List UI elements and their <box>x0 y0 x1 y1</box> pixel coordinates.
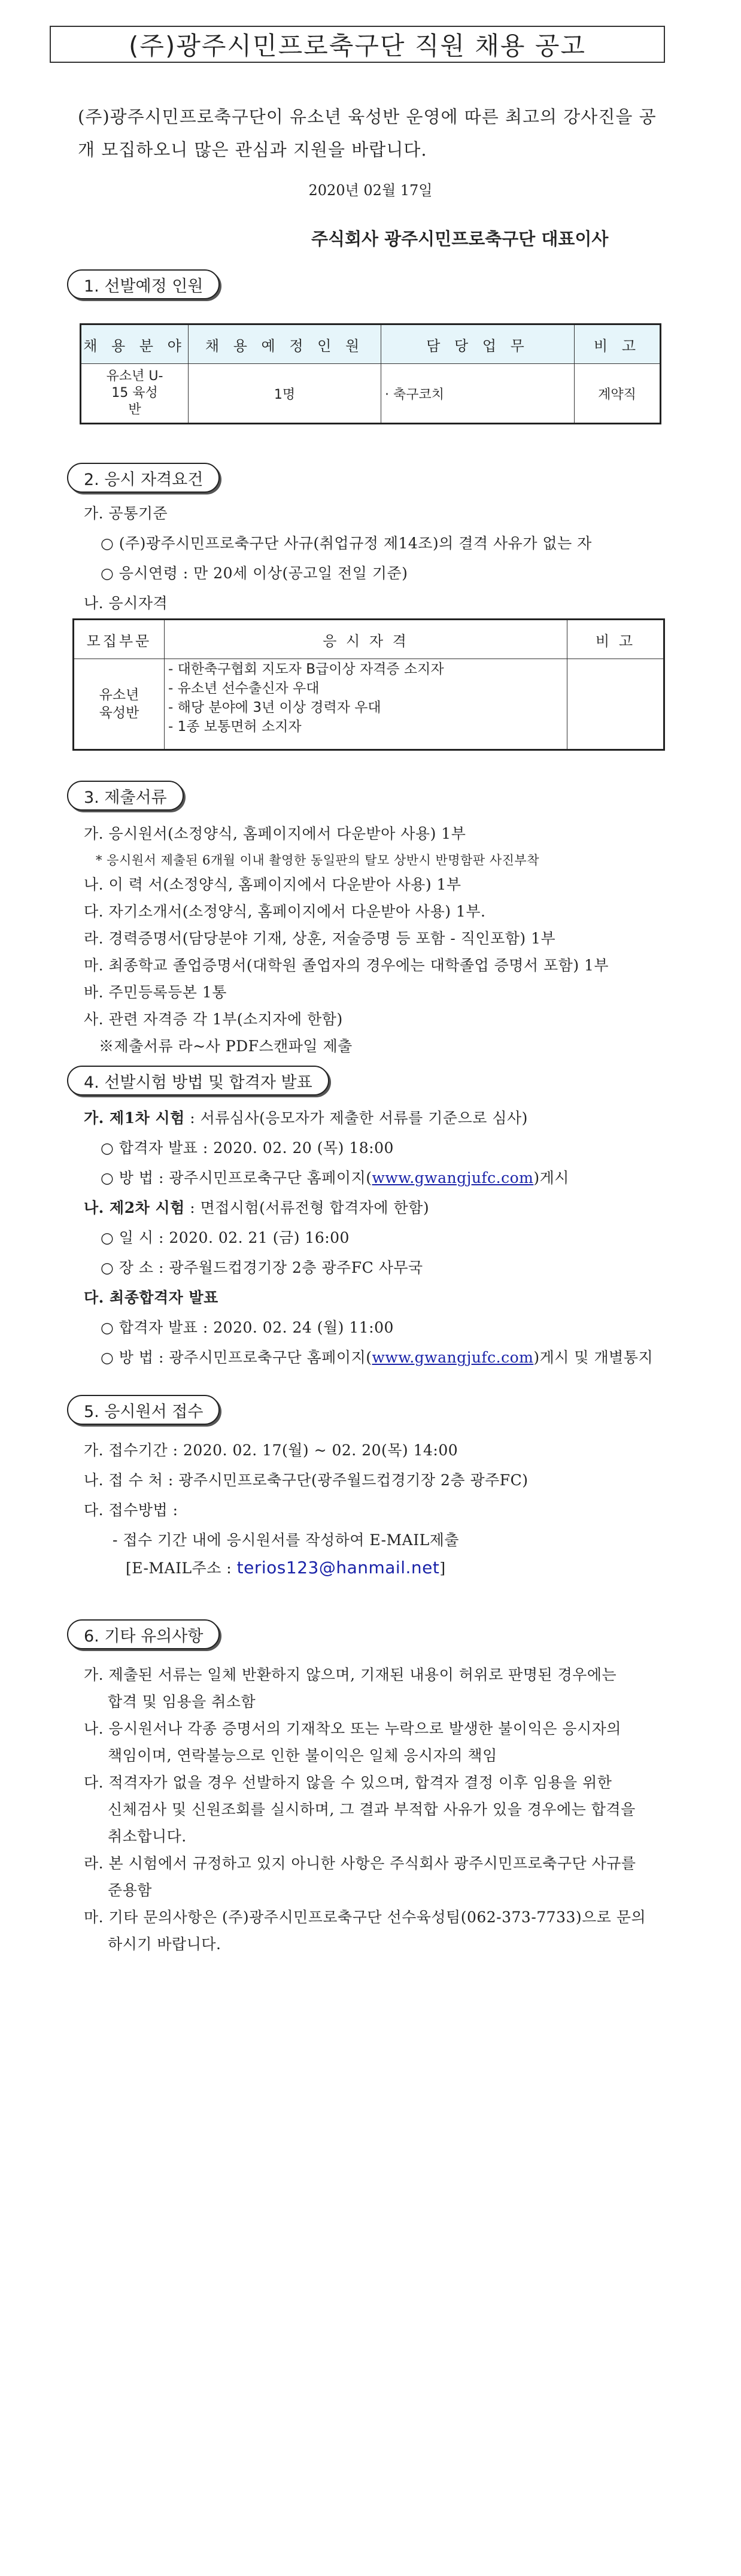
document-item: 마. 최종학교 졸업증명서(대학원 졸업자의 경우에는 대학졸업 증명서 포함) 1부 <box>84 957 609 974</box>
notice-item: 다. 적격자가 없을 경우 선발하지 않을 수 있으며, 합격자 결정 이후 임용을 위한 <box>84 1774 612 1791</box>
notice-item: 가. 제출된 서류는 일체 반환하지 않으며, 기재된 내용이 허위로 판명된 경우에는 <box>84 1666 617 1683</box>
second-exam-item: ○ 장 소 : 광주월드컵경기장 2층 광주FC 사무국 <box>101 1259 423 1276</box>
email-line <box>126 1556 446 1578</box>
section-5-heading: 5. 응시원서 접수 <box>67 1395 220 1425</box>
document-item: 사. 관련 자격증 각 1부(소지자에 한함) <box>84 1011 343 1028</box>
positions-table <box>80 323 661 424</box>
application-place: 나. 접 수 처 : 광주시민프로축구단(광주월드컵경기장 2층 광주FC) <box>84 1471 529 1489</box>
notice-item-cont: 취소합니다. <box>108 1828 187 1845</box>
qualification-label: 나. 응시자격 <box>84 594 168 612</box>
announcement-date: 2020년 02월 17일 <box>308 182 433 199</box>
document-item: 다. 자기소개서(소정양식, 홈페이지에서 다운받아 사용) 1부. <box>84 903 486 920</box>
document-item: 가. 응시원서(소정양식, 홈페이지에서 다운받아 사용) 1부 <box>84 825 466 842</box>
final-result-label: 다. 최종합격자 발표 <box>84 1289 218 1306</box>
notice-item-cont: 신체검사 및 신원조회를 실시하며, 그 결과 부적합 사유가 있을 경우에는 합격을 <box>108 1801 636 1818</box>
field-cell: 유소년 육성반 <box>74 659 165 750</box>
common-criteria-item: ○ (주)광주시민프로축구단 사규(취업규정 제14조)의 결격 사유가 없는 자 <box>101 535 592 552</box>
notice-item: 마. 기타 문의사항은 (주)광주시민프로축구단 선수육성팀(062-373-7733)으로 문의 <box>84 1909 646 1926</box>
table-header-cell: 비 고 <box>575 324 661 364</box>
common-criteria-label: 가. 공통기준 <box>84 505 168 522</box>
document-item: 나. 이 력 서(소정양식, 홈페이지에서 다운받아 사용) 1부 <box>84 876 461 893</box>
notice-item: 라. 본 시험에서 규정하고 있지 아니한 사항은 주식회사 광주시민프로축구단 사규를 <box>84 1855 636 1872</box>
note-cell: 계약직 <box>575 364 661 424</box>
table-header-row <box>74 620 664 659</box>
second-exam-label: 나. 제2차 시험 <box>84 1199 185 1216</box>
qualification-cell <box>165 659 567 750</box>
application-method-label: 다. 접수방법 : <box>84 1501 178 1519</box>
table-header-cell: 담 당 업 무 <box>381 324 575 364</box>
table-header-row <box>81 324 661 364</box>
page-title: (주)광주시민프로축구단 직원 채용 공고 <box>50 26 665 63</box>
table-header-cell: 모집부문 <box>74 620 165 659</box>
homepage-link[interactable]: www.gwangjufc.com <box>372 1169 534 1187</box>
first-exam-text: : 서류심사(응모자가 제출한 서류를 기준으로 심사) <box>184 1109 528 1127</box>
table-header-cell: 응 시 자 격 <box>165 620 567 659</box>
field-cell: 유소년 U-15 육성반 <box>81 364 189 424</box>
final-result-item <box>101 1346 653 1367</box>
list-item: - 대한축구협회 지도자 B급이상 자격증 소지자 <box>168 662 444 677</box>
table-row <box>74 659 664 750</box>
notice-item: 나. 응시원서나 각종 증명서의 기재착오 또는 누락으로 발생한 불이익은 응시자의 <box>84 1720 621 1737</box>
first-exam-item <box>101 1166 569 1188</box>
application-method-item: - 접수 기간 내에 응시원서를 작성하여 E-MAIL제출 <box>113 1531 459 1549</box>
email-label: ] <box>439 1559 446 1577</box>
first-exam-line <box>84 1106 528 1128</box>
count-cell: 1명 <box>189 364 381 424</box>
method-text: ○ 방 법 : 광주시민프로축구단 홈페이지( <box>101 1349 372 1366</box>
first-exam-item: ○ 합격자 발표 : 2020. 02. 20 (목) 18:00 <box>101 1139 394 1157</box>
email-label: [E-MAIL주소 : <box>126 1559 237 1577</box>
method-text: ○ 방 법 : 광주시민프로축구단 홈페이지( <box>101 1169 372 1187</box>
table-header-cell: 채 용 예 정 인 원 <box>189 324 381 364</box>
document-note: ※제출서류 라~사 PDF스캔파일 제출 <box>99 1037 353 1055</box>
section-1-heading: 1. 선발예정 인원 <box>67 269 220 299</box>
method-text: )게시 <box>533 1169 569 1187</box>
list-item: - 해당 분야에 3년 이상 경력자 우대 <box>168 700 381 715</box>
list-item: - 1종 보통면허 소지자 <box>168 719 302 735</box>
homepage-link[interactable]: www.gwangjufc.com <box>372 1349 534 1366</box>
first-exam-label: 가. 제1차 시험 <box>84 1109 185 1127</box>
organization-signature: 주식회사 광주시민프로축구단 대표이사 <box>311 229 609 249</box>
table-header-cell: 채 용 분 야 <box>81 324 189 364</box>
common-criteria-item: ○ 응시연령 : 만 20세 이상(공고일 전일 기준) <box>101 565 408 582</box>
notice-item-cont: 책임이며, 연락불능으로 인한 불이익은 일체 응시자의 책임 <box>108 1747 497 1764</box>
second-exam-text: : 면접시험(서류전형 합격자에 한함) <box>184 1199 430 1216</box>
notice-item-cont: 준용함 <box>108 1882 152 1899</box>
section-2-heading: 2. 응시 자격요건 <box>67 463 220 493</box>
qualification-table <box>72 618 665 751</box>
method-text: )게시 및 개별통지 <box>533 1349 654 1366</box>
section-6-heading: 6. 기타 유의사항 <box>67 1619 220 1649</box>
table-header-cell: 비 고 <box>567 620 664 659</box>
document-item: 바. 주민등록등본 1통 <box>84 984 227 1001</box>
document-item: 라. 경력증명서(담당분야 기재, 상훈, 저술증명 등 포함 - 직인포함) 1부 <box>84 930 556 947</box>
notice-item-cont: 합격 및 임용을 취소함 <box>108 1693 256 1710</box>
note-cell <box>567 659 664 750</box>
email-address[interactable]: terios123@hanmail.net <box>236 1558 440 1577</box>
section-3-heading: 3. 제출서류 <box>67 781 184 811</box>
notice-item-cont: 하시기 바랍니다. <box>108 1935 221 1953</box>
document-note: * 응시원서 제출된 6개월 이내 촬영한 동일판의 탈모 상반시 반명함판 사진부착 <box>96 853 539 867</box>
intro-text: (주)광주시민프로축구단이 유소년 육성반 운영에 따른 최고의 강사진을 공개 모집하오니 많은 관심과 지원을 바랍니다. <box>78 107 657 160</box>
section-4-heading: 4. 선발시험 방법 및 합격자 발표 <box>67 1066 329 1096</box>
second-exam-line <box>84 1196 429 1218</box>
second-exam-item: ○ 일 시 : 2020. 02. 21 (금) 16:00 <box>101 1229 350 1246</box>
application-period: 가. 접수기간 : 2020. 02. 17(월) ~ 02. 20(목) 14:00 <box>84 1442 458 1459</box>
duty-cell: · 축구코치 <box>381 364 575 424</box>
table-row <box>81 364 661 424</box>
list-item: - 유소년 선수출신자 우대 <box>168 681 320 696</box>
final-result-item: ○ 합격자 발표 : 2020. 02. 24 (월) 11:00 <box>101 1319 394 1336</box>
